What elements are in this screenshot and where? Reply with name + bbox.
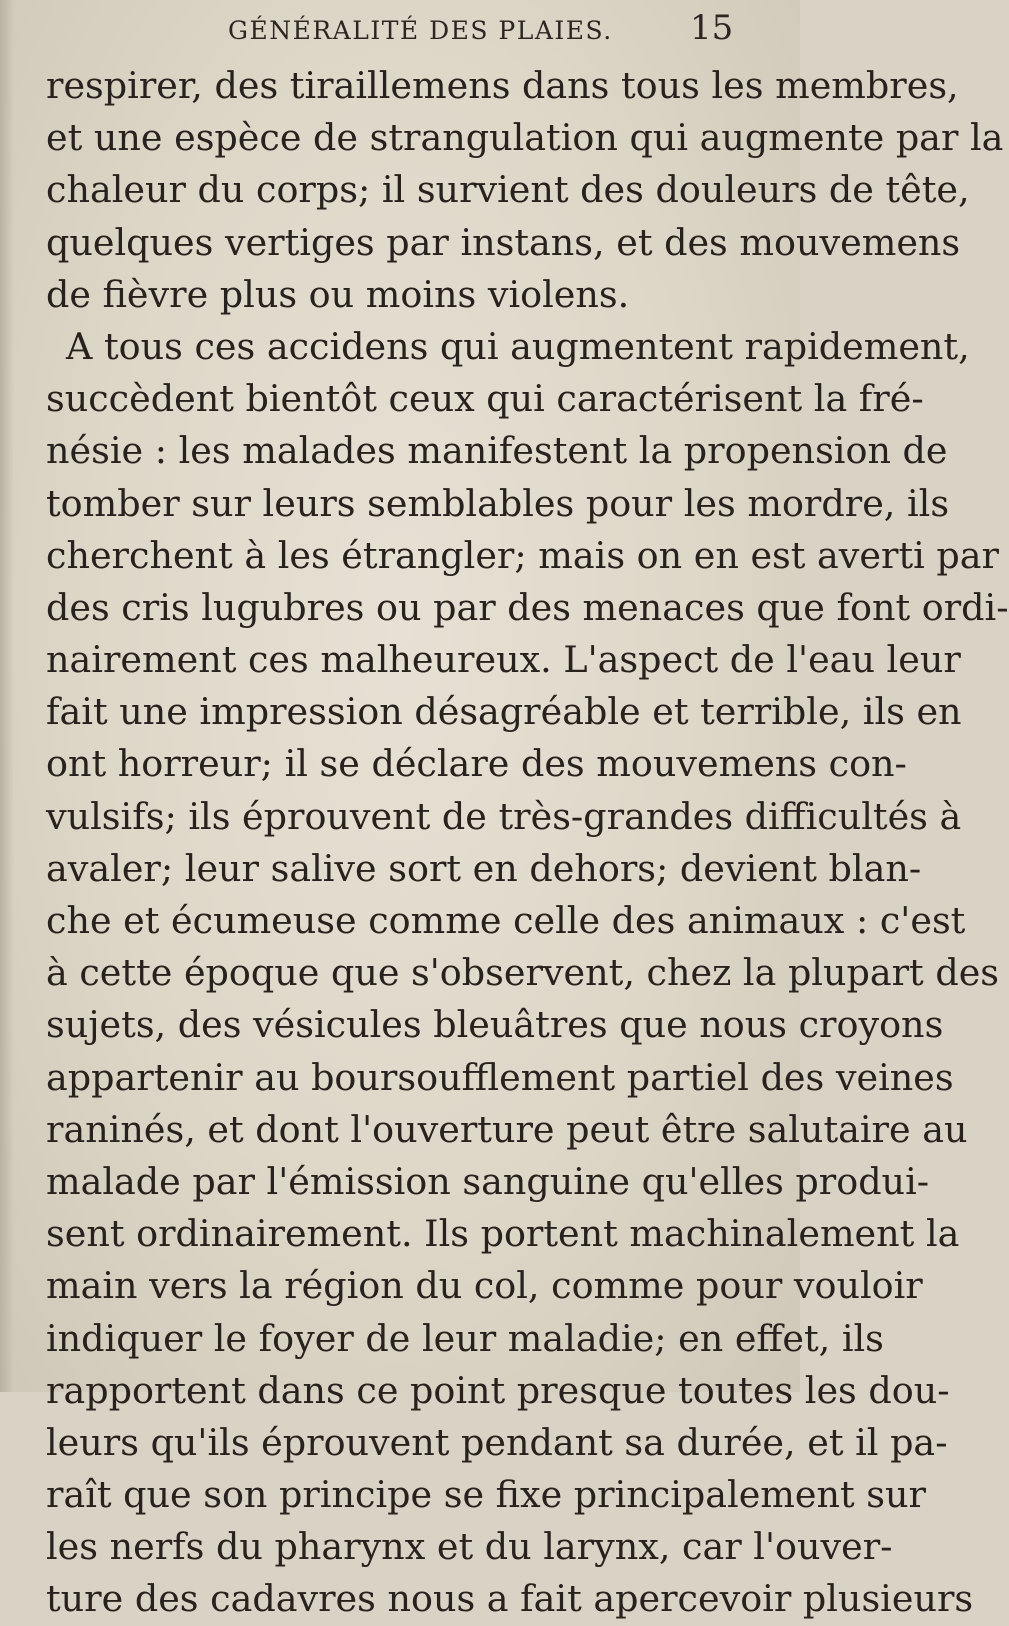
text-line: des cris lugubres ou par des menaces que font ordi-	[46, 585, 1009, 629]
text-line: avaler; leur salive sort en dehors; devient blan-	[46, 846, 922, 890]
running-title: GÉNÉRALITÉ DES PLAIES.	[228, 16, 613, 45]
text-line: fait une impression désagréable et terrible, ils en	[46, 690, 962, 734]
text-line: nairement ces malheureux. L'aspect de l'eau leur	[46, 638, 961, 682]
text-line: malade par l'émission sanguine qu'elles produi-	[46, 1159, 930, 1203]
body-text	[46, 60, 1009, 1626]
text-line: vulsifs; ils éprouvent de très-grandes difficultés à	[46, 794, 962, 838]
text-line: sent ordinairement. Ils portent machinalement la	[46, 1212, 960, 1256]
page-gutter-shadow	[0, 0, 14, 1392]
text-line: cherchent à les étrangler; mais on en est averti par	[46, 533, 999, 577]
text-line: tomber sur leurs semblables pour les mordre, ils	[46, 481, 950, 525]
text-line: main vers la région du col, comme pour vouloir	[46, 1264, 923, 1308]
text-line: chaleur du corps; il survient des douleurs de tête,	[46, 168, 970, 212]
text-line: sujets, des vésicules bleuâtres que nous croyons	[46, 1003, 944, 1047]
text-line: quelques vertiges par instans, et des mouvemens	[46, 220, 961, 264]
page-header	[0, 8, 800, 48]
text-line: nésie : les malades manifestent la propension de	[46, 429, 948, 473]
text-line: et une espèce de strangulation qui augmente par la	[46, 116, 1004, 160]
page-number: 15	[690, 8, 734, 48]
text-line: appartenir au boursoufflement partiel des veines	[46, 1055, 954, 1099]
text-line: raît que son principe se fixe principalement sur	[46, 1473, 926, 1517]
text-line: ont horreur; il se déclare des mouvemens con-	[46, 742, 907, 786]
text-line: raninés, et dont l'ouverture peut être salutaire au	[46, 1107, 968, 1151]
text-line: indiquer le foyer de leur maladie; en effet, ils	[46, 1316, 884, 1360]
text-line: à cette époque que s'observent, chez la plupart des	[46, 951, 1000, 995]
text-line: respirer, des tiraillemens dans tous les membres,	[46, 64, 959, 107]
text-line: che et écumeuse comme celle des animaux : c'est	[46, 899, 966, 942]
text-line: rapportent dans ce point presque toutes les dou-	[46, 1368, 950, 1412]
text-line: succèdent bientôt ceux qui caractérisent la fré-	[46, 377, 924, 421]
text-line: de fièvre plus ou moins violens.	[46, 272, 630, 316]
text-line: ture des cadavres nous a fait apercevoir plusieurs	[46, 1577, 974, 1621]
text-line: A tous ces accidens qui augmentent rapidement,	[66, 324, 970, 368]
text-line: les nerfs du pharynx et du larynx, car l'ouver-	[46, 1525, 893, 1569]
text-line: leurs qu'ils éprouvent pendant sa durée, et il pa-	[46, 1420, 948, 1464]
